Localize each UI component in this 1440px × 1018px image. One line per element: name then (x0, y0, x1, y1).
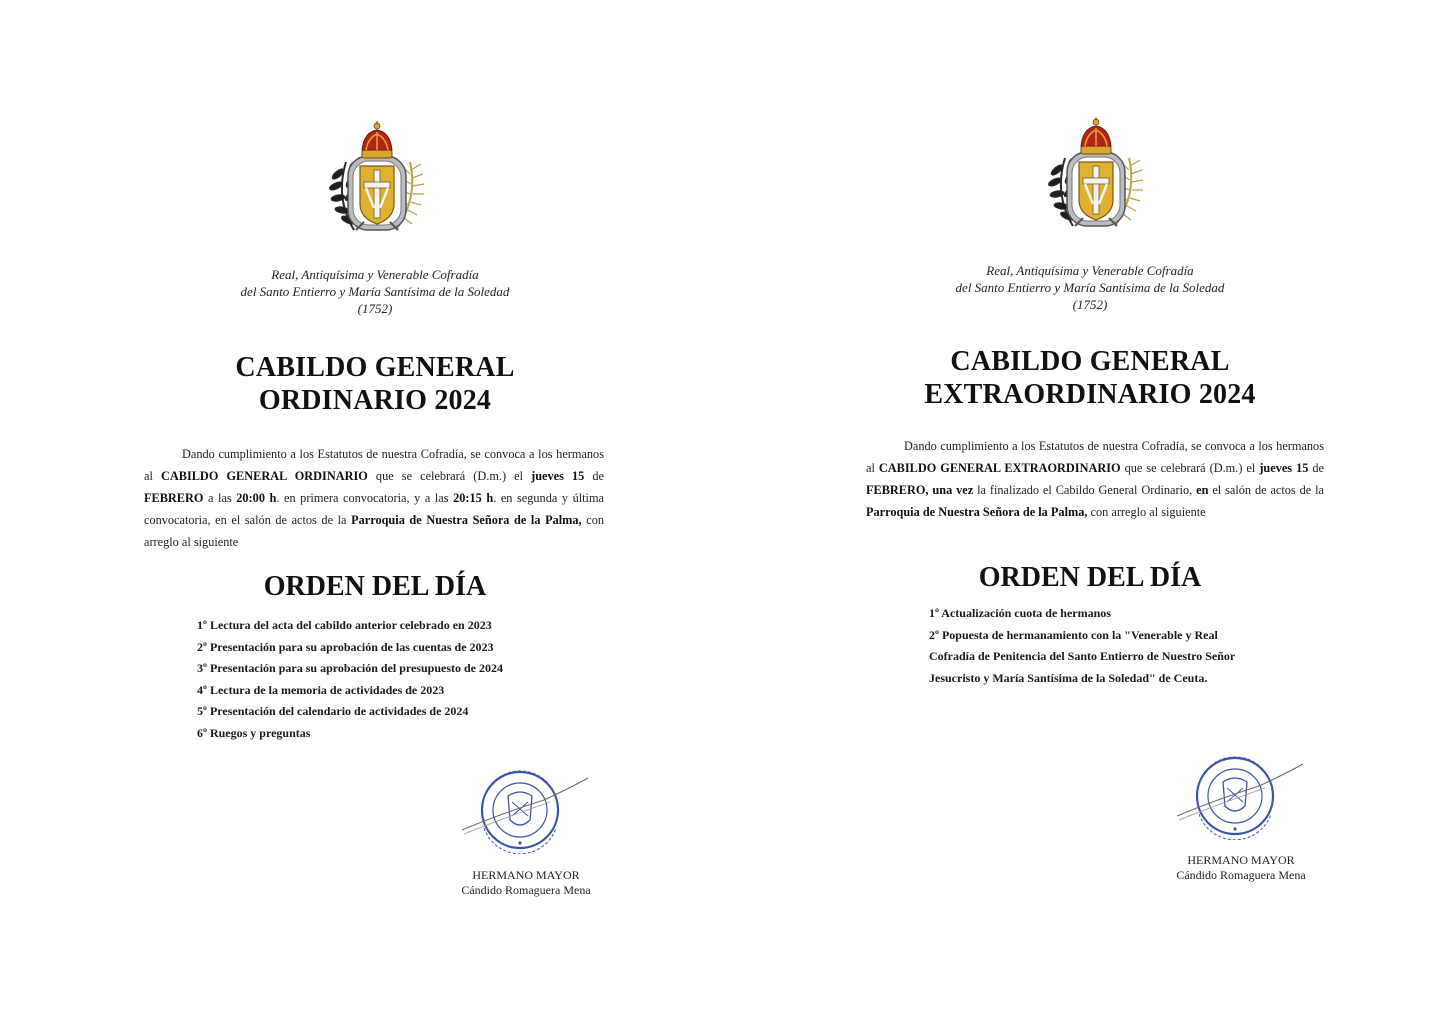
agenda-item: 3º Presentación para su aprobación del presupuesto de 2024 (197, 661, 503, 675)
brotherhood-name-line: Real, Antiquísima y Venerable Cofradía (986, 263, 1194, 278)
convocation-paragraph (144, 443, 604, 553)
emphasized-text: jueves 15 (1259, 461, 1309, 475)
paragraph-text: con arreglo al siguiente (1087, 505, 1206, 519)
page-title-line: ORDINARIO 2024 (258, 385, 492, 416)
agenda-item: 1º Lectura del acta del cabildo anterior celebrado en 2023 (197, 618, 492, 632)
signature-block (1141, 853, 1341, 882)
agenda-item: 5º Presentación del calendario de actividades de 2024 (197, 704, 469, 718)
agenda-item: 4º Lectura de la memoria de actividades de 2023 (197, 682, 445, 697)
signature-name: Cándido Romaguera Mena (1176, 867, 1306, 882)
founding-year: (1752) (1072, 297, 1108, 312)
paragraph-text: de (1308, 461, 1325, 475)
agenda-list (929, 603, 1239, 689)
paragraph-text: . en primera convocatoria, y a las (276, 491, 454, 505)
brotherhood-name-line: Real, Antiquísima y Venerable Cofradía (271, 267, 479, 282)
agenda-item: 2º Presentación para su aprobación de las cuentas de 2023 (197, 639, 494, 654)
right-page (720, 0, 1440, 1018)
agenda-item: 2º Popuesta de hermanamiento con la "Venerable y Real Cofradía de Penitencia del Santo Entierro de Nuestro Señor Jesucristo y María Santísima de la Soledad" de Ceuta. (929, 627, 1235, 685)
emphasized-text: FEBRERO (144, 491, 204, 505)
paragraph-text: Dando cumplimiento a los Estatutos de nuestra Cofradía, se convoca a los hermanos al (866, 439, 1324, 475)
paragraph-text: el salón de actos de la (1208, 483, 1324, 497)
page-title-line: CABILDO GENERAL (950, 346, 1230, 377)
signature-role: HERMANO MAYOR (472, 868, 580, 882)
brotherhood-name (200, 266, 550, 317)
emphasized-text: FEBRERO, una vez (866, 483, 974, 497)
page-title (890, 345, 1290, 411)
emphasized-text: CABILDO GENERAL ORDINARIO (160, 469, 368, 483)
page-title-line: EXTRAORDINARIO 2024 (924, 379, 1256, 410)
paragraph-text: a las (203, 491, 237, 505)
brotherhood-crest-icon (1045, 114, 1145, 236)
agenda-item: 6º Ruegos y preguntas (197, 725, 311, 740)
agenda-title: ORDEN DEL DÍA (978, 562, 1202, 593)
signature-block (426, 868, 626, 897)
brotherhood-name-line: del Santo Entierro y María Santísima de la Soledad (955, 280, 1225, 295)
paragraph-text: con arreglo al siguiente (144, 513, 604, 549)
paragraph-text: que se celebrará (D.m.) el (367, 469, 532, 483)
page-title-line: CABILDO GENERAL (235, 352, 515, 383)
emphasized-text: CABILDO GENERAL EXTRAORDINARIO (878, 461, 1121, 475)
paragraph-text: que se celebrará (D.m.) el (1120, 461, 1260, 475)
paragraph-text: Dando cumplimiento a los Estatutos de nuestra Cofradía, se convoca a los hermanos al (144, 447, 604, 483)
agenda-item: 1º Actualización cuota de hermanos (929, 606, 1111, 620)
signature-name: Cándido Romaguera Mena (461, 882, 591, 897)
emphasized-text: en (1196, 483, 1209, 497)
emphasized-text: Parroquia de Nuestra Señora de la Palma, (866, 505, 1088, 519)
signature-role: HERMANO MAYOR (1187, 853, 1295, 867)
agenda-title: ORDEN DEL DÍA (263, 571, 487, 602)
founding-year: (1752) (357, 301, 393, 316)
agenda-list (197, 615, 577, 744)
paragraph-text: la finalizado el Cabildo General Ordinario, (973, 483, 1197, 497)
page-title (175, 351, 575, 417)
brotherhood-seal-icon (460, 770, 590, 854)
convocation-paragraph (866, 435, 1324, 523)
paragraph-text: . en segunda y última convocatoria, en el salón de actos de la (144, 491, 604, 527)
brotherhood-seal-icon (1175, 756, 1305, 840)
brotherhood-crest-icon (326, 118, 426, 240)
emphasized-text: Parroquia de Nuestra Señora de la Palma, (351, 513, 582, 527)
paragraph-text: de (584, 469, 605, 483)
emphasized-text: 20:15 h (453, 491, 494, 505)
brotherhood-name (915, 262, 1265, 313)
emphasized-text: 20:00 h (236, 491, 277, 505)
brotherhood-name-line: del Santo Entierro y María Santísima de la Soledad (240, 284, 510, 299)
emphasized-text: jueves 15 (531, 469, 585, 483)
